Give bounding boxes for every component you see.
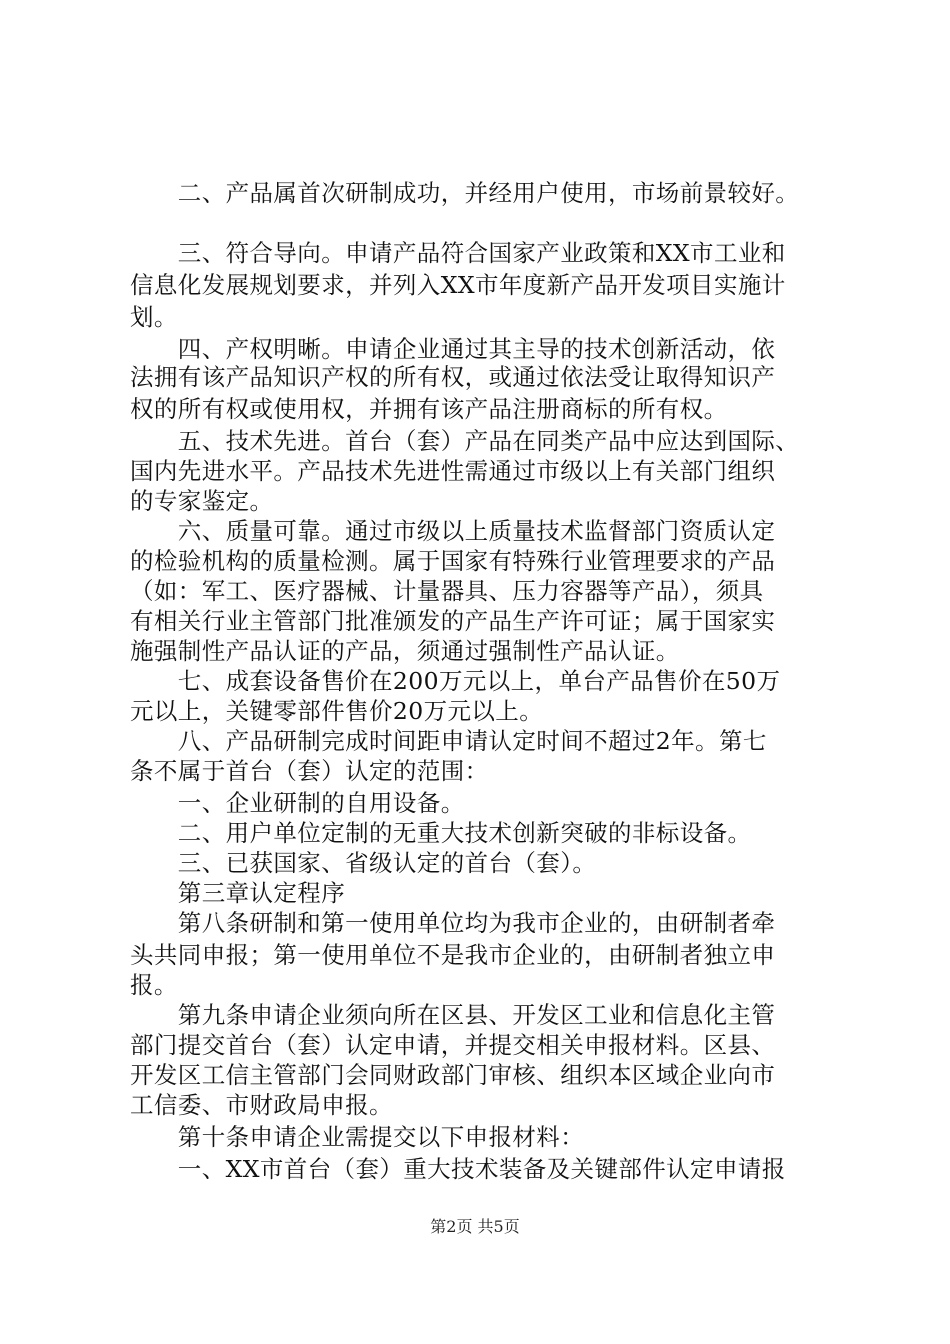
- text-line: 第三章认定程序: [130, 879, 346, 907]
- text-line: 权的所有权或使用权，并拥有该产品注册商标的所有权。: [130, 395, 728, 423]
- text-line: 头共同申报；第一使用单位不是我市企业的，由研制者独立申: [130, 941, 776, 969]
- text-line: 三、符合导向。申请产品符合国家产业政策和XX市工业和: [130, 239, 786, 267]
- text-line: 的专家鉴定。: [130, 487, 274, 515]
- text-line: 信息化发展规划要求，并列入XX市年度新产品开发项目实施计: [130, 271, 786, 299]
- text-line: 三、已获国家、省级认定的首台（套）。: [130, 849, 597, 877]
- text-line: 七、成套设备售价在200万元以上，单台产品售价在50万: [130, 667, 781, 695]
- text-line: 有相关行业主管部门批准颁发的产品生产许可证；属于国家实: [130, 607, 776, 635]
- text-line: 一、XX市首台（套）重大技术装备及关键部件认定申请报: [130, 1155, 786, 1183]
- text-line: 划。: [130, 303, 178, 331]
- text-line: 法拥有该产品知识产权的所有权，或通过依法受让取得知识产: [130, 363, 776, 391]
- text-line: 部门提交首台（套）认定申请，并提交相关申报材料。区县、: [130, 1031, 776, 1059]
- text-line: 工信委、市财政局申报。: [130, 1091, 393, 1119]
- text-line: 开发区工信主管部门会同财政部门审核、组织本区域企业向市: [130, 1061, 776, 1089]
- text-line: 四、产权明晰。申请企业通过其主导的技术创新活动，依: [130, 335, 776, 363]
- text-line: 条不属于首台（套）认定的范围：: [130, 757, 489, 785]
- text-line: 报。: [130, 971, 178, 999]
- text-line: 国内先进水平。产品技术先进性需通过市级以上有关部门组织: [130, 457, 776, 485]
- text-line: 第九条申请企业须向所在区县、开发区工业和信息化主管: [130, 1001, 776, 1029]
- page-footer: 第2页 共5页: [430, 1217, 520, 1236]
- text-line: 五、技术先进。首台（套）产品在同类产品中应达到国际、: [130, 427, 800, 455]
- text-line: （如：军工、医疗器械、计量器具、压力容器等产品），须具: [130, 577, 764, 605]
- text-line: 一、企业研制的自用设备。: [130, 789, 465, 817]
- text-line: 第八条研制和第一使用单位均为我市企业的，由研制者牵: [130, 909, 776, 937]
- text-line: 二、产品属首次研制成功，并经用户使用，市场前景较好。: [130, 179, 800, 207]
- text-line: 八、产品研制完成时间距申请认定时间不超过2年。第七: [130, 727, 767, 755]
- text-line: 六、质量可靠。通过市级以上质量技术监督部门资质认定: [130, 517, 776, 545]
- text-line: 的检验机构的质量检测。属于国家有特殊行业管理要求的产品: [130, 547, 776, 575]
- text-line: 施强制性产品认证的产品，须通过强制性产品认证。: [130, 637, 680, 665]
- text-line: 元以上，关键零部件售价20万元以上。: [130, 697, 544, 725]
- text-line: 第十条申请企业需提交以下申报材料：: [130, 1123, 585, 1151]
- text-line: 二、用户单位定制的无重大技术创新突破的非标设备。: [130, 819, 752, 847]
